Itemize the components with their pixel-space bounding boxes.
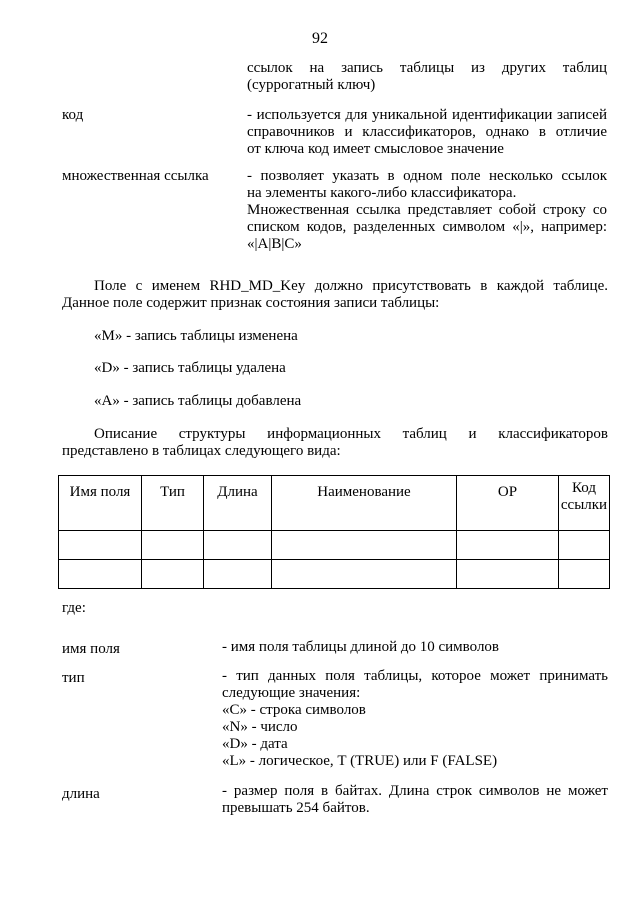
- table-cell: [457, 560, 559, 589]
- definition-line: следующие значения:: [222, 685, 361, 701]
- table-header-row: [59, 476, 610, 531]
- table-row: [59, 560, 610, 589]
- definition-field-name: [222, 639, 608, 656]
- term-multiple-reference: множественная ссылка: [62, 168, 209, 184]
- definition-line: - размер поля в байтах. Длина строк символов не может: [222, 783, 608, 799]
- definition-line: - тип данных поля таблицы, которое может принимать: [222, 668, 608, 684]
- definition-line: «L» - логическое, T (TRUE) или F (FALSE): [222, 753, 498, 769]
- continuation-line-1: ссылок на запись таблицы из других таблиц: [247, 60, 607, 76]
- definition-type: [222, 668, 608, 770]
- header-op: ОР: [457, 476, 559, 531]
- state-modified: «M» - запись таблицы изменена: [94, 328, 298, 344]
- header-reference-code: [559, 476, 610, 531]
- header-name: Наименование: [272, 476, 457, 531]
- definition-code: [247, 107, 607, 158]
- where-label: где:: [62, 600, 86, 616]
- page-number: 92: [312, 30, 328, 47]
- term-code: код: [62, 107, 84, 123]
- table-cell: [59, 531, 142, 560]
- definition-length: [222, 783, 608, 817]
- definition-line: на элементы какого-либо классификатора.: [247, 185, 517, 201]
- definition-line: Множественная ссылка представляет собой строку со: [247, 202, 607, 218]
- term-field-name: имя поля: [62, 641, 120, 657]
- header-reference-code-line-2: ссылки: [560, 497, 608, 513]
- table-cell: [204, 531, 272, 560]
- paragraph-line-2: Данное поле содержит признак состояния записи таблицы:: [62, 295, 440, 311]
- table-cell: [272, 531, 457, 560]
- table-cell: [142, 531, 204, 560]
- definition-line: «|A|B|C»: [247, 236, 302, 252]
- definition-multiple-reference: [247, 168, 607, 253]
- term-type: тип: [62, 670, 85, 686]
- table-cell: [559, 560, 610, 589]
- definition-line: «N» - число: [222, 719, 298, 735]
- table-cell: [142, 560, 204, 589]
- definition-line: «C» - строка символов: [222, 702, 366, 718]
- continuation-line-2: (суррогатный ключ): [247, 77, 376, 93]
- paragraph-line-1: Описание структуры информационных таблиц и классификаторов: [94, 426, 608, 442]
- definition-line: от ключа код имеет смысловое значение: [247, 141, 504, 157]
- table-cell: [559, 531, 610, 560]
- term-length: длина: [62, 786, 100, 802]
- definition-line: справочников и классификаторов, однако в отличие: [247, 124, 607, 140]
- header-field-name: Имя поля: [59, 476, 142, 531]
- structure-table: [58, 475, 610, 589]
- state-deleted: «D» - запись таблицы удалена: [94, 360, 286, 376]
- table-row: [59, 531, 610, 560]
- definition-line: «D» - дата: [222, 736, 288, 752]
- paragraph-line-2: представлено в таблицах следующего вида:: [62, 443, 341, 459]
- state-added: «A» - запись таблицы добавлена: [94, 393, 302, 409]
- definition-line: - позволяет указать в одном поле несколько ссылок: [247, 168, 607, 184]
- header-length: Длина: [204, 476, 272, 531]
- paragraph-line-1: Поле с именем RHD_MD_Key должно присутствовать в каждой таблице.: [94, 278, 608, 294]
- definition-line: - имя поля таблицы длиной до 10 символов: [222, 639, 500, 655]
- table-cell: [59, 560, 142, 589]
- paragraph-rhd-md-key: [62, 278, 608, 312]
- table-cell: [457, 531, 559, 560]
- table-cell: [272, 560, 457, 589]
- table-cell: [204, 560, 272, 589]
- header-type: Тип: [142, 476, 204, 531]
- continuation-definition: [247, 60, 607, 94]
- definition-line: превышать 254 байтов.: [222, 800, 370, 816]
- paragraph-table-description: [62, 426, 608, 460]
- header-reference-code-line-1: Код: [572, 480, 596, 496]
- definition-line: списком кодов, разделенных символом «|», например:: [247, 219, 607, 235]
- definition-line: - используется для уникальной идентификации записей: [247, 107, 607, 123]
